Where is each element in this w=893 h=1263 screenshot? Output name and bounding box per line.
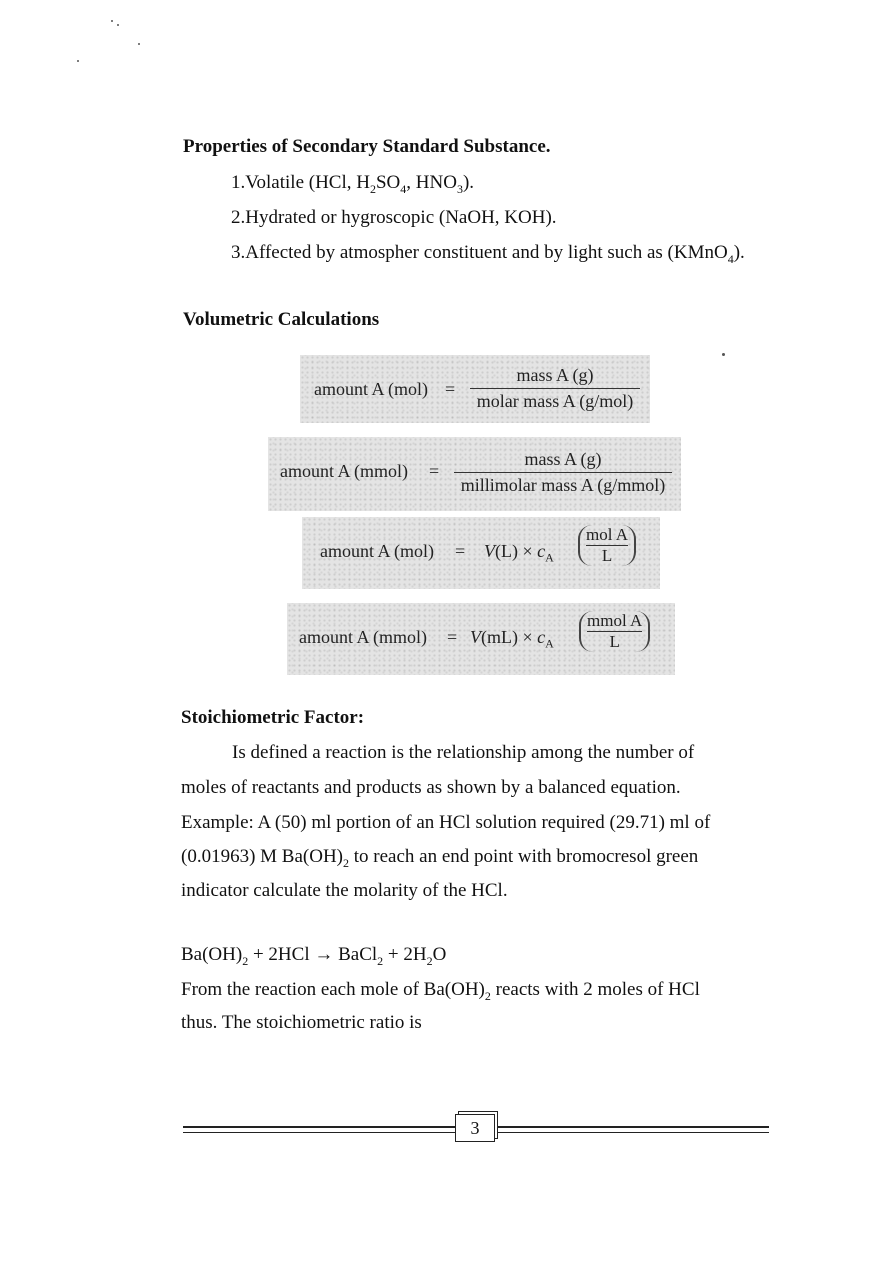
equation-mmol-from-mass bbox=[268, 437, 681, 511]
mass-fraction bbox=[470, 365, 640, 412]
fraction-denominator: molar mass A (g/mol) bbox=[470, 388, 640, 412]
property-item-3: 3.Affected by atmospher constituent and by light such as (KMnO$_4$). bbox=[231, 242, 745, 266]
equals-sign: = bbox=[445, 379, 456, 399]
footer-rule-left bbox=[183, 1126, 455, 1128]
paragraph-line-1: Is defined a reaction is the relationship among the number of bbox=[232, 742, 695, 763]
fraction-numerator: mass A (g) bbox=[524, 449, 602, 469]
property-item-1: 1.Volatile (HCl, $H_2SO_4$, $HNO_3$). bbox=[231, 172, 475, 196]
paragraph-line-2: moles of reactants and products as shown by a balanced equation. bbox=[181, 777, 681, 798]
concentration-unit-fraction bbox=[578, 525, 636, 566]
volume-term: $V(mL) \times c_A$ bbox=[470, 627, 554, 651]
fraction-numerator: mass A (g) bbox=[516, 365, 594, 385]
equals-sign: = bbox=[455, 541, 466, 561]
fraction-numerator: mmol A bbox=[587, 611, 643, 630]
equation-lhs: amount A (mol) bbox=[320, 541, 434, 561]
property-item-2: 2.Hydrated or hygroscopic (NaOH, KOH). bbox=[231, 207, 557, 228]
paragraph-line-3: Example: A (50) ml portion of an HCl solution required (29.71) ml of bbox=[181, 812, 711, 833]
equals-sign: = bbox=[429, 461, 440, 481]
stoichiometric-ratio-line: thus. The stoichiometric ratio is bbox=[181, 1012, 422, 1033]
fraction-denominator: L bbox=[586, 545, 628, 566]
footer-rule-right-thin bbox=[497, 1132, 769, 1133]
scan-speck bbox=[138, 43, 140, 45]
fraction-numerator: mol A bbox=[586, 525, 629, 544]
concentration-unit-fraction bbox=[579, 611, 650, 652]
reaction-explanation: From the reaction each mole of $Ba(OH)_2$ reacts with 2 moles of HCl bbox=[181, 979, 700, 1003]
equals-sign: = bbox=[447, 627, 458, 647]
paragraph-line-5: indicator calculate the molarity of the HCl. bbox=[181, 880, 508, 901]
fraction-denominator: L bbox=[587, 631, 642, 652]
scan-speck bbox=[77, 60, 79, 62]
equation-mmol-from-volume bbox=[287, 603, 675, 675]
mass-fraction bbox=[454, 449, 672, 496]
paragraph-line-4: (0.01963) M $Ba(OH)_2$ to reach an end point with bromocresol green bbox=[181, 846, 699, 870]
secondary-standard-heading: Properties of Secondary Standard Substance. bbox=[183, 136, 551, 157]
equation-mol-from-volume bbox=[302, 517, 660, 589]
scan-speck bbox=[722, 353, 725, 356]
equation-lhs: amount A (mol) bbox=[314, 379, 428, 399]
footer-rule-right bbox=[497, 1126, 769, 1128]
equation-lhs: amount A (mmol) bbox=[280, 461, 408, 481]
scan-speck bbox=[111, 20, 113, 22]
stoichiometric-heading: Stoichiometric Factor: bbox=[181, 707, 365, 728]
reaction-equation: $Ba(OH)_2 + 2HCl$ → BaCl$_2$ + $2H_2O$ bbox=[181, 944, 447, 968]
equation-mol-from-mass bbox=[300, 355, 650, 423]
footer-rule-left-thin bbox=[183, 1132, 455, 1133]
page-number: 3 bbox=[455, 1114, 495, 1142]
volume-term: $V(L) \times c_A$ bbox=[484, 541, 554, 565]
volumetric-heading: Volumetric Calculations bbox=[183, 309, 380, 330]
fraction-denominator: millimolar mass A (g/mmol) bbox=[454, 472, 672, 496]
scan-speck bbox=[117, 24, 119, 26]
equation-lhs: amount A (mmol) bbox=[299, 627, 427, 647]
